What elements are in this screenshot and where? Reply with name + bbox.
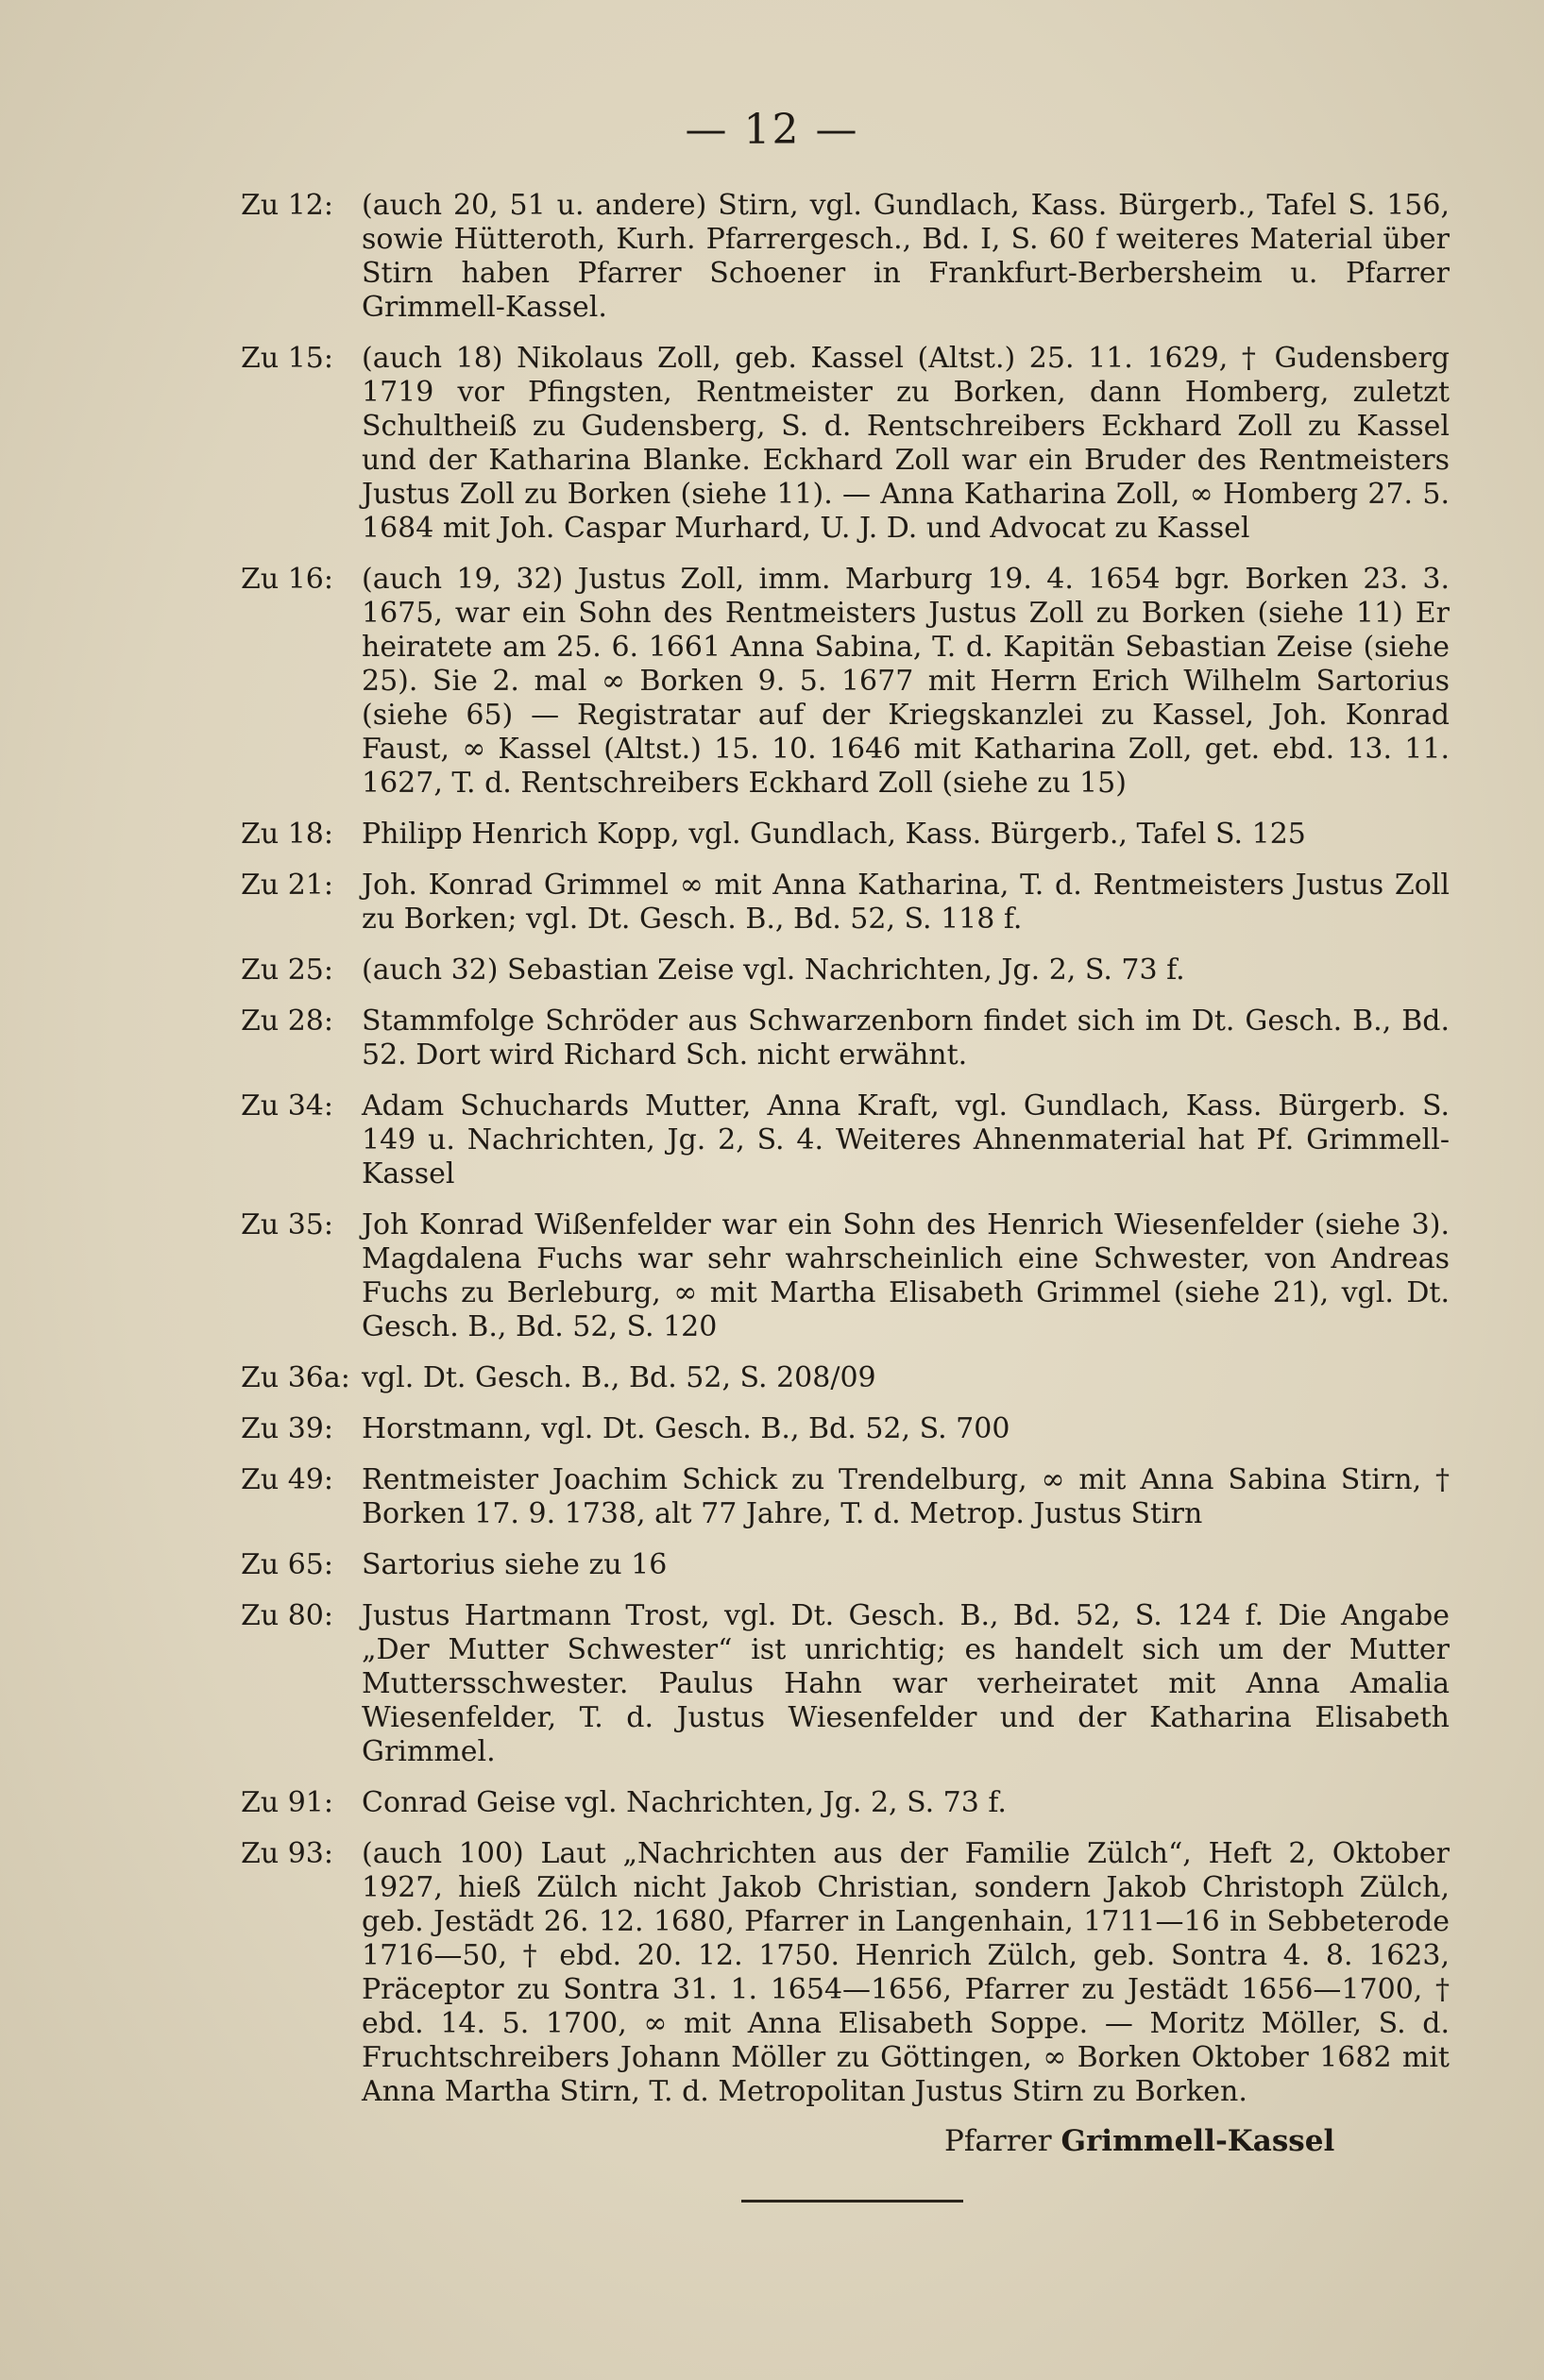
note-entry (241, 869, 1450, 937)
note-entry (241, 342, 1450, 546)
note-text: vgl. Dt. Gesch. B., Bd. 52, S. 208/09 (362, 1361, 876, 1394)
note-entry (241, 1599, 1450, 1769)
note-text: Philipp Henrich Kopp, vgl. Gundlach, Kass. Bürgerb., Tafel S. 125 (362, 818, 1306, 851)
note-entry (241, 1361, 1450, 1395)
note-entry (241, 1208, 1450, 1344)
note-reference: Zu 49: (241, 1463, 333, 1496)
note-reference: Zu 80: (241, 1599, 333, 1632)
note-reference: Zu 12: (241, 189, 333, 222)
note-reference: Zu 18: (241, 818, 333, 851)
notes-list (241, 189, 1450, 2126)
note-reference: Zu 36a: (241, 1361, 350, 1394)
note-reference: Zu 39: (241, 1412, 333, 1445)
note-text: Joh Konrad Wißenfelder war ein Sohn des Henrich Wiesenfelder (siehe 3). Magdalena Fuchs war sehr wahrscheinlich eine Schwester, von Andreas Fuchs zu Berleburg, ∞ mit Martha Elisabeth Grimmel (siehe 21), vgl. Dt. Gesch. B., Bd. 52, S. 120 (362, 1208, 1450, 1343)
note-reference: Zu 35: (241, 1208, 333, 1241)
note-entry (241, 189, 1450, 325)
note-text: Justus Hartmann Trost, vgl. Dt. Gesch. B., Bd. 52, S. 124 f. Die Angabe „Der Mutter Schwester“ ist unrichtig; es handelt sich um der Mutter Muttersschwester. Paulus Hahn war verheiratet mit Anna Amalia Wiesenfelder, T. d. Justus Wiesenfelder und der Katharina Elisabeth Grimmel. (362, 1599, 1450, 1768)
note-reference: Zu 65: (241, 1548, 333, 1581)
note-text: (auch 20, 51 u. andere) Stirn, vgl. Gundlach, Kass. Bürgerb., Tafel S. 156, sowie Hütteroth, Kurh. Pfarrergesch., Bd. I, S. 60 f weiteres Material über Stirn haben Pfarrer Schoener in Frankfurt-Berbersheim u. Pfarrer Grimmell-Kassel. (362, 189, 1450, 324)
note-entry (241, 1004, 1450, 1072)
note-entry (241, 1463, 1450, 1531)
note-text: Sartorius siehe zu 16 (362, 1548, 668, 1581)
note-text: (auch 32) Sebastian Zeise vgl. Nachrichten, Jg. 2, S. 73 f. (362, 954, 1185, 987)
closing-rule (741, 2200, 963, 2203)
note-reference: Zu 25: (241, 954, 333, 987)
note-text: (auch 18) Nikolaus Zoll, geb. Kassel (Altst.) 25. 11. 1629, † Gudensberg 1719 vor Pfingsten, Rentmeister zu Borken, dann Homberg, zuletzt Schultheiß zu Gudensberg, S. d. Rentschreibers Eckhard Zoll zu Kassel und der Katharina Blanke. Eckhard Zoll war ein Bruder des Rentmeisters Justus Zoll zu Borken (siehe 11). — Anna Katharina Zoll, ∞ Homberg 27. 5. 1684 mit Joh. Caspar Murhard, U. J. D. und Advocat zu Kassel (362, 342, 1450, 545)
note-text: (auch 19, 32) Justus Zoll, imm. Marburg 19. 4. 1654 bgr. Borken 23. 3. 1675, war ein Sohn des Rentmeisters Justus Zoll zu Borken (siehe 11) Er heiratete am 25. 6. 1661 Anna Sabina, T. d. Kapitän Sebastian Zeise (siehe 25). Sie 2. mal ∞ Borken 9. 5. 1677 mit Herrn Erich Wilhelm Sartorius (siehe 65) — Registratar auf der Kriegskanzlei zu Kassel, Joh. Konrad Faust, ∞ Kassel (Altst.) 15. 10. 1646 mit Katharina Zoll, get. ebd. 13. 11. 1627, T. d. Rentschreibers Eckhard Zoll (siehe zu 15) (362, 563, 1450, 800)
note-text: Horstmann, vgl. Dt. Gesch. B., Bd. 52, S. 700 (362, 1412, 1010, 1445)
page-number: — 12 — (685, 106, 859, 154)
signature (944, 2124, 1334, 2158)
note-text: Conrad Geise vgl. Nachrichten, Jg. 2, S. 73 f. (362, 1786, 1007, 1819)
note-reference: Zu 16: (241, 563, 333, 596)
note-entry (241, 1548, 1450, 1582)
note-text: Stammfolge Schröder aus Schwarzenborn findet sich im Dt. Gesch. B., Bd. 52. Dort wird Richard Sch. nicht erwähnt. (362, 1004, 1450, 1072)
signature-name: Grimmell-Kassel (1060, 2124, 1335, 2158)
note-entry (241, 1786, 1450, 1820)
note-text: Rentmeister Joachim Schick zu Trendelburg, ∞ mit Anna Sabina Stirn, † Borken 17. 9. 1738, alt 77 Jahre, T. d. Metrop. Justus Stirn (362, 1463, 1450, 1530)
note-entry (241, 1412, 1450, 1446)
note-reference: Zu 15: (241, 342, 333, 375)
note-entry (241, 563, 1450, 801)
note-text: (auch 100) Laut „Nachrichten aus der Familie Zülch“, Heft 2, Oktober 1927, hieß Zülch nicht Jakob Christian, sondern Jakob Christoph Zülch, geb. Jestädt 26. 12. 1680, Pfarrer in Langenhain, 1711—16 in Sebbeterode 1716—50, † ebd. 20. 12. 1750. Henrich Zülch, geb. Sontra 4. 8. 1623, Präceptor zu Sontra 31. 1. 1654—1656, Pfarrer zu Jestädt 1656—1700, † ebd. 14. 5. 1700, ∞ mit Anna Elisabeth Soppe. — Moritz Möller, S. d. Fruchtschreibers Johann Möller zu Göttingen, ∞ Borken Oktober 1682 mit Anna Martha Stirn, T. d. Metropolitan Justus Stirn zu Borken. (362, 1837, 1450, 2108)
note-entry (241, 1089, 1450, 1191)
note-text: Joh. Konrad Grimmel ∞ mit Anna Katharina, T. d. Rentmeisters Justus Zoll zu Borken; vgl. Dt. Gesch. B., Bd. 52, S. 118 f. (362, 869, 1450, 936)
note-text: Adam Schuchards Mutter, Anna Kraft, vgl. Gundlach, Kass. Bürgerb. S. 149 u. Nachrichten, Jg. 2, S. 4. Weiteres Ahnenmaterial hat Pf. Grimmell-Kassel (362, 1089, 1450, 1190)
note-reference: Zu 34: (241, 1089, 333, 1122)
signature-prefix: Pfarrer (944, 2124, 1052, 2158)
note-reference: Zu 91: (241, 1786, 333, 1819)
note-reference: Zu 93: (241, 1837, 333, 1870)
note-reference: Zu 21: (241, 869, 333, 902)
note-entry (241, 1837, 1450, 2109)
note-entry (241, 818, 1450, 852)
note-entry (241, 954, 1450, 987)
note-reference: Zu 28: (241, 1004, 333, 1038)
